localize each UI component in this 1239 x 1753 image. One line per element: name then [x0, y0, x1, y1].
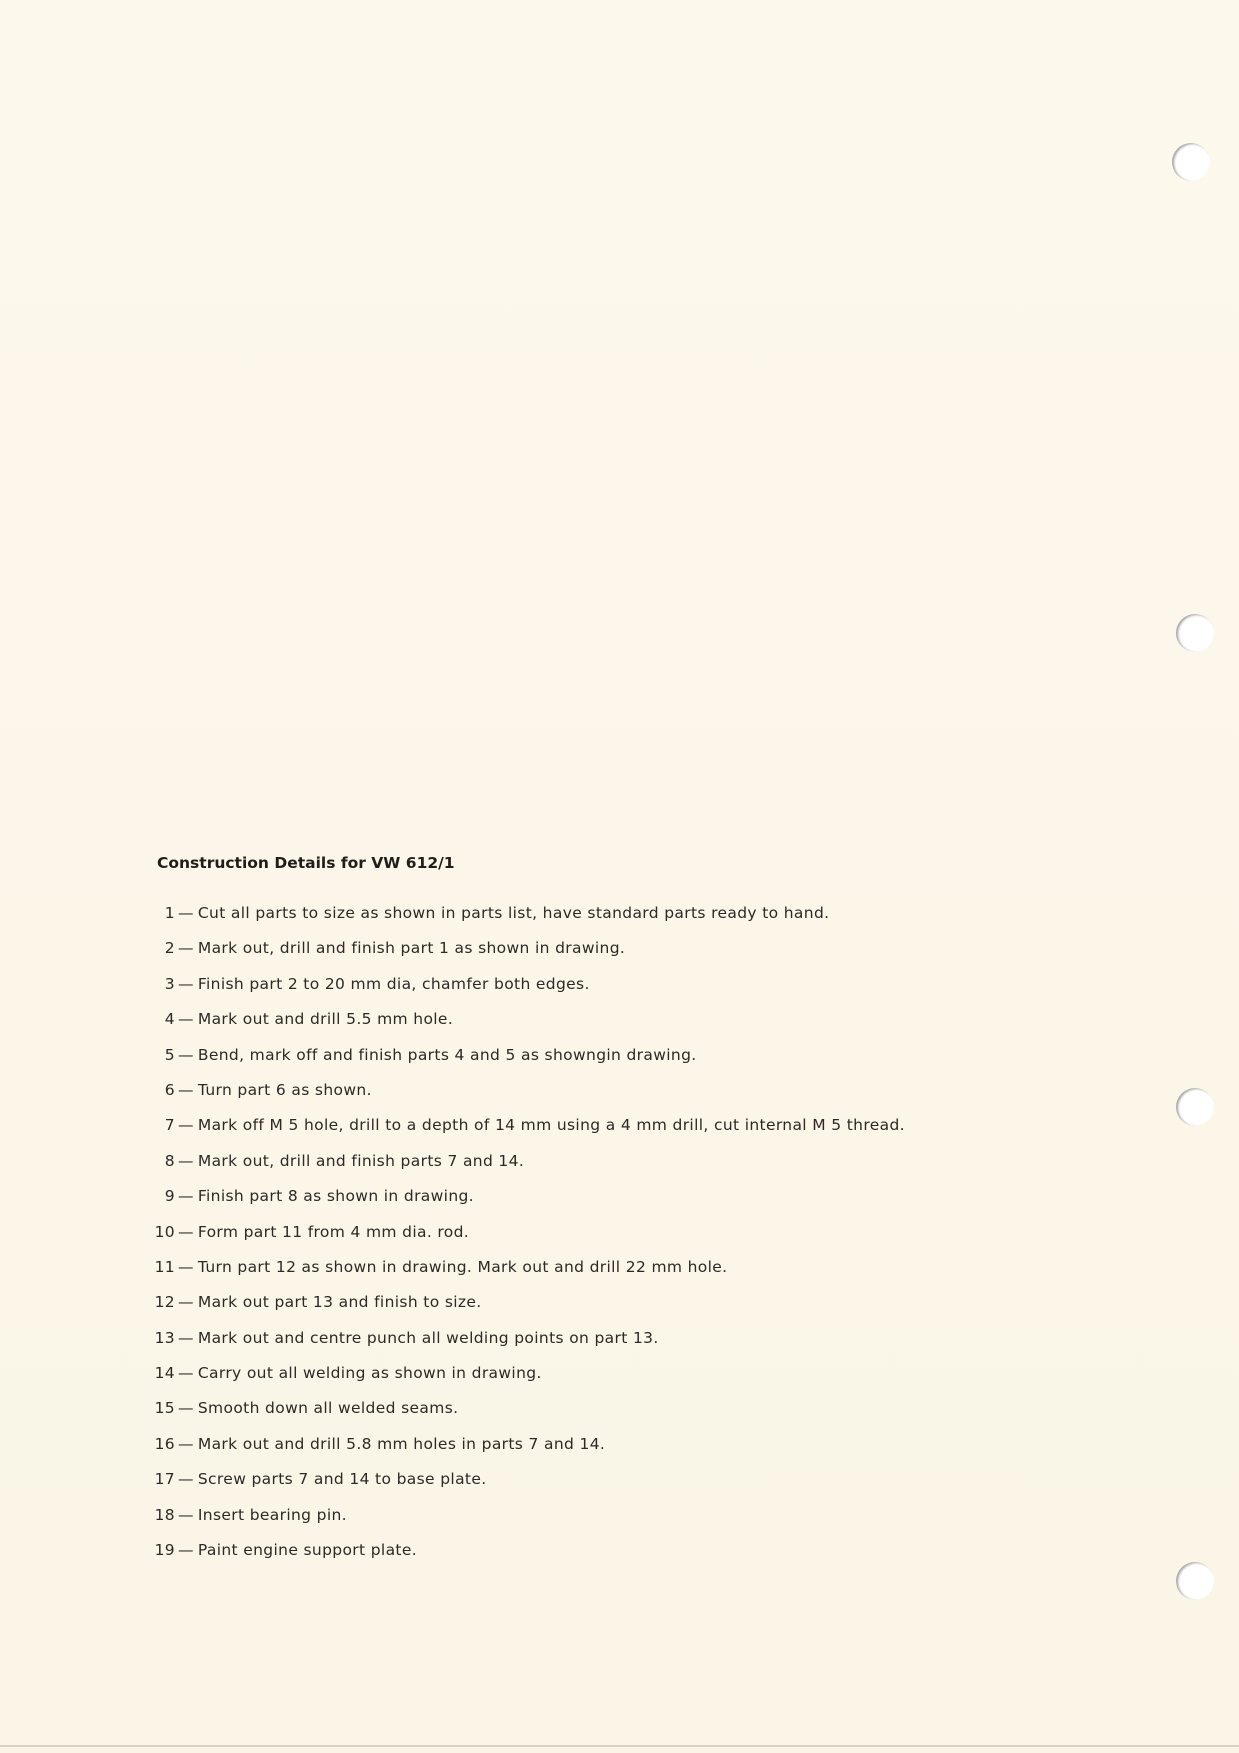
construction-step — [152, 1081, 1052, 1116]
step-number: 8 — [164, 1151, 175, 1170]
step-dash: — — [178, 1364, 194, 1383]
step-number: 2 — [164, 939, 175, 958]
construction-step — [152, 1187, 1052, 1222]
step-dash: — — [178, 1187, 194, 1206]
punch-hole — [1176, 1088, 1214, 1126]
construction-step — [152, 975, 1052, 1010]
step-dash: — — [178, 1541, 194, 1560]
step-number: 3 — [164, 974, 175, 993]
step-dash: — — [178, 1151, 194, 1170]
step-text: Screw parts 7 and 14 to base plate. — [197, 1470, 487, 1489]
step-text: Mark out and drill 5.5 mm hole. — [197, 1010, 454, 1029]
step-dash: — — [178, 1399, 194, 1418]
step-text: Mark out and centre punch all welding points on part 13. — [197, 1328, 659, 1347]
step-text: Turn part 12 as shown in drawing. Mark out and drill 22 mm hole. — [197, 1257, 728, 1276]
step-number: 1 — [164, 904, 175, 922]
page-bottom-edge — [0, 1745, 1239, 1747]
construction-step — [152, 1116, 1052, 1151]
step-text: Finish part 8 as shown in drawing. — [197, 1187, 474, 1206]
step-text: Form part 11 from 4 mm dia. rod. — [197, 1222, 470, 1241]
step-dash: — — [178, 1434, 194, 1453]
step-number: 9 — [164, 1187, 175, 1206]
step-text: Mark out, drill and finish part 1 as shown in drawing. — [197, 939, 626, 958]
construction-step — [152, 1541, 1052, 1576]
step-number: 18 — [154, 1505, 175, 1524]
step-dash: — — [178, 1080, 194, 1099]
step-text: Mark out and drill 5.8 mm holes in parts 7 and 14. — [197, 1434, 606, 1453]
construction-step — [152, 1470, 1052, 1505]
step-text: Finish part 2 to 20 mm dia, chamfer both edges. — [197, 974, 590, 993]
step-number: 16 — [154, 1434, 175, 1453]
step-number: 15 — [154, 1399, 175, 1418]
construction-step — [152, 939, 1052, 974]
step-number: 19 — [154, 1541, 175, 1560]
construction-step — [152, 1506, 1052, 1541]
step-number: 17 — [154, 1470, 175, 1489]
construction-step — [152, 1399, 1052, 1434]
step-text: Mark off M 5 hole, drill to a depth of 14 mm using a 4 mm drill, cut internal M 5 thread. — [197, 1116, 905, 1135]
step-dash: — — [178, 974, 194, 993]
punch-hole — [1176, 614, 1214, 652]
construction-step — [152, 1010, 1052, 1045]
punch-hole — [1172, 143, 1210, 181]
step-number: 10 — [154, 1222, 175, 1241]
punch-hole — [1176, 1562, 1214, 1600]
step-dash: — — [178, 1222, 194, 1241]
step-dash: — — [178, 1116, 194, 1135]
step-text: Insert bearing pin. — [197, 1505, 347, 1524]
document-title: Construction Details for VW 612/1 — [157, 854, 455, 872]
step-dash: — — [178, 939, 194, 958]
step-text: Smooth down all welded seams. — [197, 1399, 459, 1418]
step-number: 7 — [164, 1116, 175, 1135]
step-dash: — — [178, 1470, 194, 1489]
step-dash: — — [178, 1010, 194, 1029]
construction-step — [152, 1329, 1052, 1364]
step-number: 11 — [154, 1257, 175, 1276]
construction-step — [152, 1293, 1052, 1328]
construction-step — [152, 1046, 1052, 1081]
step-text: Bend, mark off and finish parts 4 and 5 as showngin drawing. — [197, 1045, 697, 1064]
step-dash: — — [178, 1257, 194, 1276]
step-text: Carry out all welding as shown in drawing. — [197, 1364, 542, 1383]
step-number: 6 — [164, 1080, 175, 1099]
step-dash: — — [178, 1045, 194, 1064]
construction-step — [152, 1152, 1052, 1187]
construction-step — [152, 1435, 1052, 1470]
step-number: 12 — [154, 1293, 175, 1312]
step-number: 4 — [164, 1010, 175, 1029]
step-text: Cut all parts to size as shown in parts list, have standard parts ready to hand. — [197, 904, 830, 922]
step-text: Turn part 6 as shown. — [197, 1080, 372, 1099]
step-number: 14 — [154, 1364, 175, 1383]
step-text: Mark out, drill and finish parts 7 and 14. — [197, 1151, 525, 1170]
construction-step — [152, 1223, 1052, 1258]
construction-steps-list — [152, 904, 1052, 1576]
construction-step — [152, 1258, 1052, 1293]
step-text: Paint engine support plate. — [197, 1541, 418, 1560]
step-dash: — — [178, 1505, 194, 1524]
step-dash: — — [178, 1328, 194, 1347]
step-number: 5 — [164, 1045, 175, 1064]
construction-step — [152, 1364, 1052, 1399]
step-number: 13 — [154, 1328, 175, 1347]
step-text: Mark out part 13 and finish to size. — [197, 1293, 482, 1312]
construction-step — [152, 904, 1052, 939]
step-dash: — — [178, 1293, 194, 1312]
step-dash: — — [178, 904, 194, 922]
